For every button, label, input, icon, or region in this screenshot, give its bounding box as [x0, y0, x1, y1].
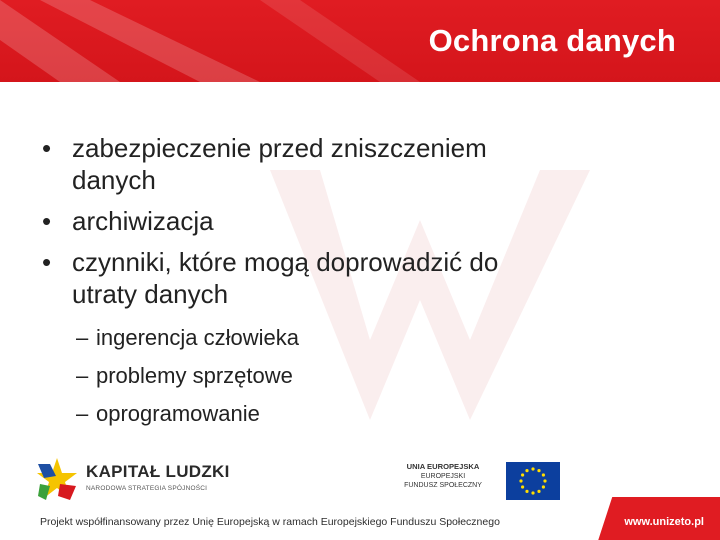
list-item	[42, 205, 662, 237]
sub-list-item	[42, 324, 662, 352]
list-item	[42, 246, 662, 310]
bullet-marker: •	[42, 206, 52, 236]
eu-logo-line: UNIA EUROPEJSKA	[406, 462, 480, 471]
list-item-text: archiwizacja	[72, 206, 214, 236]
kapital-ludzki-subtitle: NARODOWA STRATEGIA SPÓJNOŚCI	[86, 485, 208, 492]
kapital-ludzki-star-icon	[36, 456, 78, 502]
list-item-line: czynniki, które mogą doprowadzić do	[72, 247, 499, 277]
eu-logo-line: EUROPEJSKI	[420, 472, 466, 480]
sub-list-item	[42, 400, 662, 428]
list-item-text	[72, 133, 487, 195]
sub-list-item-text: ingerencja człowieka	[96, 325, 299, 350]
logo-bar	[36, 456, 556, 506]
kapital-ludzki-logo	[36, 456, 236, 506]
bullet-list	[42, 132, 662, 438]
sub-bullet-list	[42, 324, 662, 428]
dash-marker: –	[76, 401, 89, 426]
dash-marker: –	[76, 325, 89, 350]
eu-logo-line: FUNDUSZ SPOŁECZNY	[404, 482, 482, 489]
title-bar	[0, 0, 720, 82]
list-item-line: danych	[72, 165, 156, 195]
list-item-line: utraty danych	[72, 279, 229, 309]
eu-logo	[400, 462, 560, 504]
eu-flag-icon	[506, 462, 560, 500]
footer-text: Projekt współfinansowany przez Unię Europejską w ramach Europejskiego Funduszu Społecznego	[40, 516, 500, 528]
sub-list-item-text: oprogramowanie	[96, 401, 260, 426]
list-item-text	[72, 247, 498, 309]
kapital-ludzki-title: KAPITAŁ LUDZKI	[86, 462, 230, 481]
eu-logo-text	[400, 462, 486, 491]
list-item-line: zabezpieczenie przed zniszczeniem	[72, 133, 487, 163]
sub-list-item	[42, 362, 662, 390]
sub-list-item-text: problemy sprzętowe	[96, 363, 293, 388]
bullet-marker: •	[42, 247, 52, 277]
bullet-marker: •	[42, 133, 52, 163]
dash-marker: –	[76, 363, 89, 388]
list-item	[42, 132, 662, 196]
page-title: Ochrona danych	[428, 23, 676, 58]
footer-url-link[interactable]: www.unizeto.pl	[624, 516, 704, 528]
